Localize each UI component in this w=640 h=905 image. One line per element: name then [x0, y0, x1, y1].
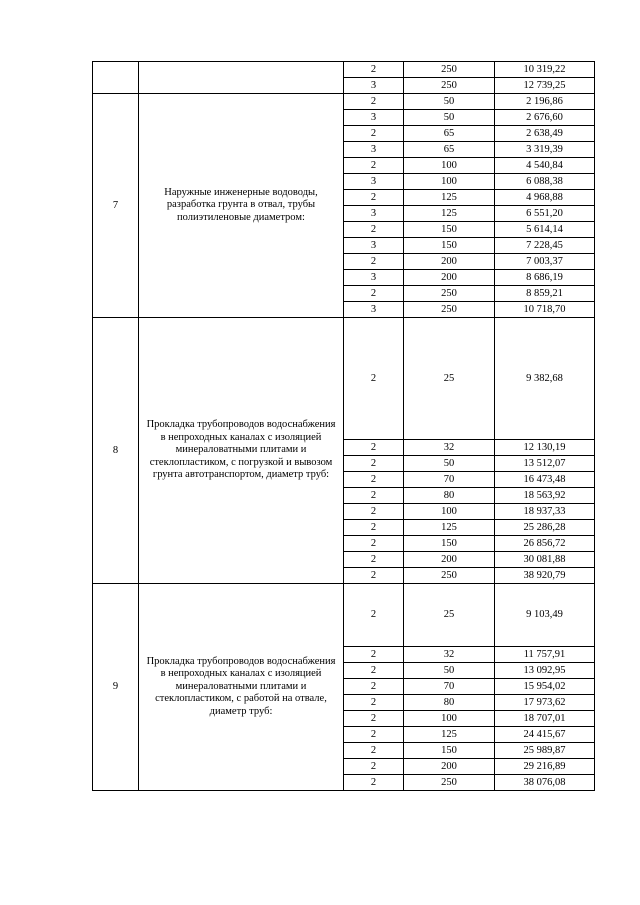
diameter-cell: 70 [404, 679, 495, 695]
diameter-cell: 200 [404, 254, 495, 270]
price-cell: 38 076,08 [495, 775, 595, 791]
price-cell: 29 216,89 [495, 759, 595, 775]
diameter-cell: 250 [404, 62, 495, 78]
price-cell: 16 473,48 [495, 472, 595, 488]
price-cell: 25 286,28 [495, 520, 595, 536]
price-cell: 12 739,25 [495, 78, 595, 94]
item-description: Прокладка трубопроводов водоснабжения в непроходных каналах с изоляцией минераловатными плитами и стеклопластиком, с работой на отвале, диаметр труб: [139, 584, 344, 791]
diameter-cell: 100 [404, 711, 495, 727]
category-cell: 2 [344, 775, 404, 791]
diameter-cell: 250 [404, 775, 495, 791]
diameter-cell: 100 [404, 504, 495, 520]
item-description [139, 62, 344, 94]
category-cell: 2 [344, 695, 404, 711]
price-cell: 9 382,68 [495, 318, 595, 440]
price-cell: 8 859,21 [495, 286, 595, 302]
category-cell: 3 [344, 206, 404, 222]
price-cell: 9 103,49 [495, 584, 595, 647]
category-cell: 2 [344, 62, 404, 78]
table-row [93, 318, 595, 440]
diameter-cell: 125 [404, 727, 495, 743]
price-cell: 2 676,60 [495, 110, 595, 126]
item-description: Наружные инженерные водоводы, разработка грунта в отвал, трубы полиэтиленовые диаметром: [139, 94, 344, 318]
category-cell: 2 [344, 520, 404, 536]
diameter-cell: 100 [404, 174, 495, 190]
diameter-cell: 125 [404, 520, 495, 536]
category-cell: 2 [344, 254, 404, 270]
category-cell: 2 [344, 504, 404, 520]
category-cell: 3 [344, 270, 404, 286]
price-cell: 7 003,37 [495, 254, 595, 270]
price-cell: 26 856,72 [495, 536, 595, 552]
category-cell: 3 [344, 174, 404, 190]
category-cell: 2 [344, 552, 404, 568]
table-row [93, 62, 595, 78]
price-cell: 15 954,02 [495, 679, 595, 695]
diameter-cell: 250 [404, 286, 495, 302]
category-cell: 2 [344, 568, 404, 584]
price-cell: 5 614,14 [495, 222, 595, 238]
price-cell: 3 319,39 [495, 142, 595, 158]
price-table [92, 61, 595, 791]
diameter-cell: 50 [404, 663, 495, 679]
diameter-cell: 65 [404, 126, 495, 142]
diameter-cell: 32 [404, 440, 495, 456]
diameter-cell: 200 [404, 759, 495, 775]
diameter-cell: 150 [404, 222, 495, 238]
diameter-cell: 200 [404, 552, 495, 568]
price-cell: 2 196,86 [495, 94, 595, 110]
diameter-cell: 200 [404, 270, 495, 286]
price-cell: 18 707,01 [495, 711, 595, 727]
price-cell: 4 968,88 [495, 190, 595, 206]
diameter-cell: 50 [404, 456, 495, 472]
diameter-cell: 150 [404, 743, 495, 759]
diameter-cell: 250 [404, 568, 495, 584]
diameter-cell: 250 [404, 78, 495, 94]
diameter-cell: 80 [404, 695, 495, 711]
diameter-cell: 150 [404, 238, 495, 254]
price-cell: 13 512,07 [495, 456, 595, 472]
item-number: 9 [93, 584, 139, 791]
item-number: 8 [93, 318, 139, 584]
diameter-cell: 125 [404, 206, 495, 222]
category-cell: 2 [344, 759, 404, 775]
price-cell: 8 686,19 [495, 270, 595, 286]
price-cell: 6 551,20 [495, 206, 595, 222]
diameter-cell: 50 [404, 94, 495, 110]
item-description: Прокладка трубопроводов водоснабжения в непроходных каналах с изоляцией минераловатными плитами и стеклопластиком, с погрузкой и вывозом грунта автотранспортом, диаметр труб: [139, 318, 344, 584]
category-cell: 2 [344, 743, 404, 759]
category-cell: 2 [344, 126, 404, 142]
price-cell: 25 989,87 [495, 743, 595, 759]
category-cell: 2 [344, 679, 404, 695]
price-cell: 13 092,95 [495, 663, 595, 679]
category-cell: 2 [344, 94, 404, 110]
item-number [93, 62, 139, 94]
item-number: 7 [93, 94, 139, 318]
price-cell: 24 415,67 [495, 727, 595, 743]
category-cell: 2 [344, 472, 404, 488]
diameter-cell: 25 [404, 318, 495, 440]
diameter-cell: 32 [404, 647, 495, 663]
category-cell: 3 [344, 238, 404, 254]
category-cell: 2 [344, 488, 404, 504]
category-cell: 2 [344, 286, 404, 302]
diameter-cell: 250 [404, 302, 495, 318]
diameter-cell: 70 [404, 472, 495, 488]
diameter-cell: 80 [404, 488, 495, 504]
category-cell: 2 [344, 711, 404, 727]
category-cell: 2 [344, 318, 404, 440]
price-cell: 11 757,91 [495, 647, 595, 663]
table-row [93, 94, 595, 110]
price-table-body [93, 62, 595, 791]
diameter-cell: 125 [404, 190, 495, 206]
category-cell: 3 [344, 110, 404, 126]
diameter-cell: 50 [404, 110, 495, 126]
price-cell: 2 638,49 [495, 126, 595, 142]
price-cell: 6 088,38 [495, 174, 595, 190]
diameter-cell: 150 [404, 536, 495, 552]
category-cell: 3 [344, 302, 404, 318]
price-cell: 18 937,33 [495, 504, 595, 520]
category-cell: 2 [344, 158, 404, 174]
price-cell: 10 718,70 [495, 302, 595, 318]
category-cell: 2 [344, 727, 404, 743]
price-cell: 17 973,62 [495, 695, 595, 711]
category-cell: 2 [344, 647, 404, 663]
category-cell: 2 [344, 222, 404, 238]
diameter-cell: 100 [404, 158, 495, 174]
category-cell: 2 [344, 536, 404, 552]
price-cell: 18 563,92 [495, 488, 595, 504]
category-cell: 2 [344, 456, 404, 472]
price-cell: 38 920,79 [495, 568, 595, 584]
category-cell: 2 [344, 190, 404, 206]
category-cell: 3 [344, 142, 404, 158]
category-cell: 3 [344, 78, 404, 94]
category-cell: 2 [344, 440, 404, 456]
category-cell: 2 [344, 584, 404, 647]
price-cell: 10 319,22 [495, 62, 595, 78]
category-cell: 2 [344, 663, 404, 679]
price-cell: 7 228,45 [495, 238, 595, 254]
price-cell: 4 540,84 [495, 158, 595, 174]
table-row [93, 584, 595, 647]
price-cell: 12 130,19 [495, 440, 595, 456]
diameter-cell: 25 [404, 584, 495, 647]
diameter-cell: 65 [404, 142, 495, 158]
price-cell: 30 081,88 [495, 552, 595, 568]
